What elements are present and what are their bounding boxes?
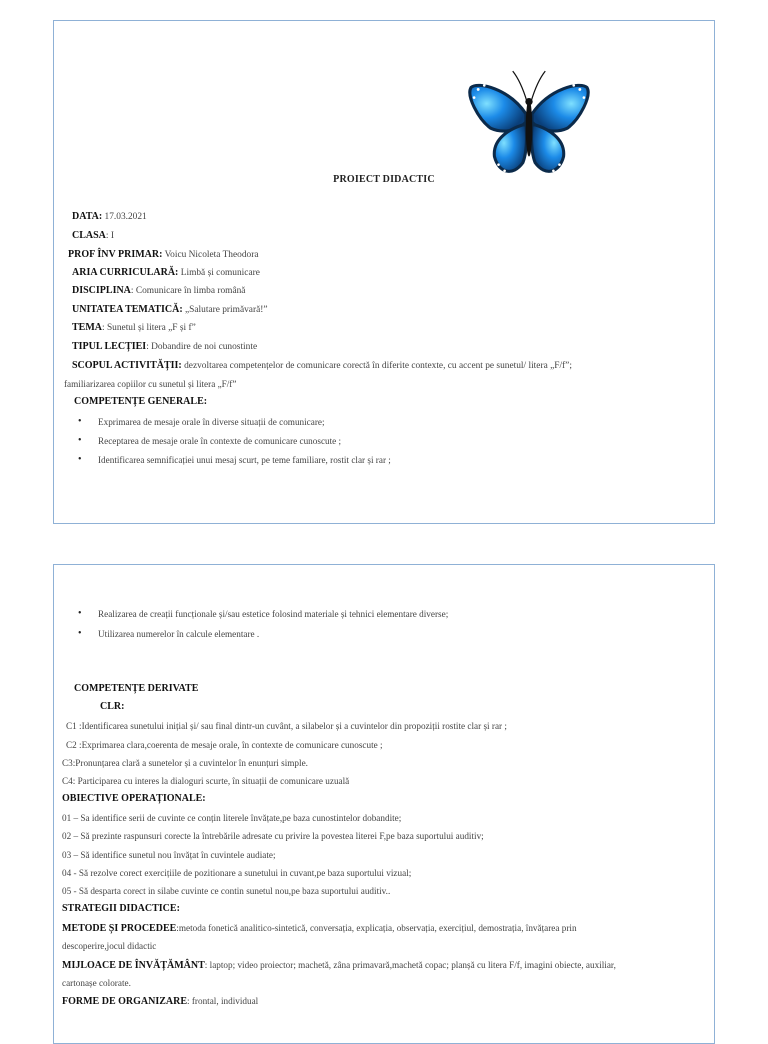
competenta-item: • Realizarea de creații funcționale și/sau estetice folosind materiale și tehnici elementare diverse; (98, 608, 448, 620)
obiectiv-item: 04 - Să rezolve corect exercițiile de pozitionare a sunetului in cuvant,pe baza suportului vizual; (62, 868, 412, 878)
field-scopul: SCOPUL ACTIVITĂȚII: dezvoltarea competențelor de comunicare corectă în diferite contexte, cu accent pe sunetul/ litera „F/f”; (72, 360, 572, 371)
competenta-item: • Identificarea semnificației unui mesaj scurt, pe teme familiare, rostit clar și rar ; (98, 454, 391, 466)
clr-heading: CLR: (100, 701, 125, 712)
clr-item: C4: Participarea cu interes la dialoguri scurte, în situații de comunicare uzuală (62, 776, 350, 786)
butterfly-icon (468, 63, 590, 185)
field-aria: ARIA CURRICULARĂ: Limbă și comunicare (72, 267, 260, 278)
mijloace-line: MIJLOACE DE ÎNVĂȚĂMÂNT: laptop; video proiector; machetă, zâna primavară,machetă copac; planșă cu litera F/f, imagini obiecte, auxiliar, (62, 960, 616, 971)
strategii-heading: STRATEGII DIDACTICE: (62, 903, 180, 914)
clr-item: C1 :Identificarea sunetului inițial și/ sau final dintr-un cuvânt, a silabelor și a cuvintelor din propoziții rostite clar și rar ; (66, 721, 507, 731)
field-prof: PROF ÎNV PRIMAR: Voicu Nicoleta Theodora (68, 249, 259, 260)
field-tema: TEMA: Sunetul și litera „F și f” (72, 322, 196, 333)
mijloace-continued: cartonașe colorate. (62, 978, 131, 988)
obiectiv-item: 02 – Să prezinte raspunsuri corecte la întrebările adresate cu privire la povestea literei F,pe baza suportului auditiv; (62, 831, 484, 841)
field-scopul-continued: familiarizarea copiilor cu sunetul și litera „F/f” (64, 379, 237, 389)
competente-generale-heading: COMPETENȚE GENERALE: (74, 396, 208, 407)
field-data: DATA: 17.03.2021 (72, 211, 147, 222)
obiectiv-item: 01 – Sa identifice serii de cuvinte ce conțin literele învățate,pe baza cunostintelor dobandite; (62, 813, 402, 823)
field-disciplina: DISCIPLINA: Comunicare în limba română (72, 285, 246, 296)
forme-line: FORME DE ORGANIZARE: frontal, individual (62, 996, 259, 1007)
field-clasa: CLASA: I (72, 230, 114, 241)
metode-line: METODE ȘI PROCEDEE:metoda fonetică analitico-sintetică, conversația, explicația, observația, exercițiul, demostrația, învățarea prin (62, 923, 577, 934)
metode-continued: descoperire,jocul didactic (62, 941, 157, 951)
competenta-item: • Utilizarea numerelor în calcule elementare . (98, 628, 259, 640)
document-page-1 (53, 20, 715, 524)
obiectiv-item: 03 – Să identifice sunetul nou învățat în cuvintele audiate; (62, 850, 276, 860)
document-title: PROIECT DIDACTIC (333, 174, 435, 185)
field-tipul: TIPUL LECȚIEI: Dobandire de noi cunostinte (72, 341, 258, 352)
competenta-item: • Receptarea de mesaje orale în contexte de comunicare cunoscute ; (98, 435, 341, 447)
clr-item: C3:Pronunțarea clară a sunetelor și a cuvintelor în enunțuri simple. (62, 758, 308, 768)
document-page-2 (53, 564, 715, 1044)
clr-item: C2 :Exprimarea clara,coerenta de mesaje orale, în contexte de comunicare cunoscute ; (66, 740, 383, 750)
obiectiv-item: 05 - Să desparta corect in silabe cuvinte ce contin sunetul nou,pe baza suportului auditiv.. (62, 886, 391, 896)
field-unitatea: UNITATEA TEMATICĂ: „Salutare primăvară!” (72, 304, 268, 315)
competente-derivate-heading: COMPETENȚE DERIVATE (74, 683, 199, 694)
competenta-item: • Exprimarea de mesaje orale în diverse situații de comunicare; (98, 416, 325, 428)
obiective-heading: OBIECTIVE OPERAȚIONALE: (62, 793, 206, 804)
